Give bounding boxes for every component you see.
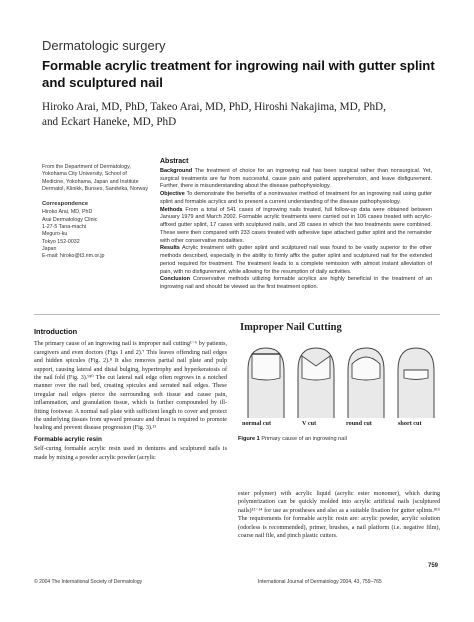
introduction-heading: Introduction	[34, 327, 78, 336]
abstract-objective	[160, 191, 432, 207]
nail-cutting-illustration	[236, 340, 440, 420]
body-right-column: ester polymer) with acrylic liquid (acrylic ester monomer), which during polymerization can be quickly molded into acrylic artificial nails (sculptured nails)¹²⁻¹⁴ for use as prostheses and also as a suitable fixation for gutter splints.⁸¹⁵ The requirements for formable acrylic resin are: acrylic powder, acrylic solution (odorless is recommended), primer, brushes, a nail platform (i.e. negative film), coarse nail file, and pinch plastic cutters.	[238, 491, 440, 540]
label-v-cut: V cut	[302, 420, 317, 427]
correspondence-line: 1-27-5 Tana-machi	[42, 224, 87, 231]
label-normal-cut: normal cut	[242, 420, 272, 427]
correspondence-line: Tokyo 152-0032	[42, 238, 80, 245]
abstract-heading: Abstract	[160, 158, 189, 165]
figure-caption	[238, 436, 347, 442]
abstract	[160, 158, 432, 292]
methods-label: Methods	[160, 206, 183, 213]
toe-round-cut	[348, 348, 384, 418]
body-left-column	[34, 328, 227, 462]
subsection-heading: Formable acrylic resin	[34, 435, 102, 443]
page-number: 759	[428, 563, 439, 569]
affiliation-line: Dermatol, Klinikk, Bunses, Sandvika, Norway	[42, 185, 148, 192]
background-text: The treatment of choice for an ingrowing nail has been surgical rather than nonsurgical. Yet, surgical treatments are far from successful, cause pain and patient apprehension, and leave disfigurement. Further, there is misunderstanding about the disease pathophysiology.	[160, 167, 432, 190]
footer-copyright: © 2004 The International Society of Dermatology	[34, 579, 143, 585]
figure-1	[236, 322, 440, 436]
article-title: Formable acrylic treatment for ingrowing nail with gutter splint and sculptured nail	[42, 58, 435, 90]
caption-text: Primary cause of an ingrowing nail	[261, 436, 347, 442]
abstract-conclusion	[160, 276, 432, 292]
toe-v-cut	[298, 348, 334, 418]
caption-label: Figure 1	[238, 436, 260, 442]
conclusion-label: Conclusion	[160, 276, 190, 283]
label-round-cut: round cut	[346, 420, 372, 427]
results-label: Results	[160, 245, 180, 252]
affiliation-line: From the Department of Dermatology,	[42, 164, 131, 170]
authors	[42, 100, 452, 129]
correspondence-email[interactable]: E-mail: hiroko@t3.rim.or.jp	[42, 253, 105, 260]
background-label: Background	[160, 167, 193, 174]
abstract-background	[160, 168, 432, 191]
objective-label: Objective	[160, 191, 185, 197]
section-label: Dermatologic surgery	[42, 38, 166, 53]
resin-paragraph: Self-curing formable acrylic resin used in dentures and sculptured nails is made by mixing a powder acrylic powder (acrylic	[34, 446, 227, 461]
label-short-cut: short cut	[398, 420, 422, 427]
introduction-paragraph: The primary cause of an ingrowing nail is improper nail cutting¹⁻⁶ by patients, caregivers and even doctors (Figs 1 and 2).⁷ This leaves offending nail edges and hidden spicules (Fig. 2).⁸ It also removes partial nail plate and pulp support, causing lateral and distal bulging, hypertrophy and hyperkeratosis of the nail fold (Fig. 3).⁹¹⁰ The cut lateral nail edge often regrows in a notched manner over the nail bed, creating spicules and serrated nail edges. These irregular nail edges pierce the surrounding soft tissue and cause pain, inflammation, and granulation tissue, which is further compounded by ill-fitting footwear. A normal nail plate with sufficient length to cover and protect the underlying tissues from upward pressure and thrust is required to promote healing and prevent disease progression (Fig. 3).¹¹	[34, 341, 227, 432]
correspondence-line: Meguro-ku	[42, 231, 68, 238]
correspondence-line: Japan	[42, 245, 57, 252]
methods-text: From a total of 541 cases of ingrowing nails treated, full follow-up data were obtained between January 1979 and March 2002. Formable acrylic treatments were carried out in 106 cases treated with acrylic-affixed gutter splint, 17 cases with sculptured nails, and 28 cases in which the two treatments were combined. These were then compared with 233 cases treated with adhesive tape attached gutter splint and the remainder with other conservative modalities.	[160, 206, 433, 244]
abstract-results	[160, 245, 432, 276]
section-divider	[34, 314, 440, 315]
figure-labels	[236, 420, 440, 430]
objective-text: To demonstrate the benefits of a noninvasive method of treatment for an ingrowing nail using gutter splint and formable acrylics and to present a current understanding of the disease pathophysiology.	[160, 191, 432, 205]
conclusion-text: Conservative methods utilizing formable acrylics are highly beneficial in the treatment of an ingrowing nail and should be viewed as the first treatment option.	[160, 276, 432, 290]
correspondence-line: Hiroko Arai, MD, PhD	[42, 209, 93, 216]
toe-normal-cut	[248, 348, 284, 418]
authors-line-2: and Eckart Haneke, MD, PhD	[42, 115, 177, 128]
authors-line-1: Hiroko Arai, MD, PhD, Takeo Arai, MD, PhD, Hiroshi Nakajima, MD, PhD,	[42, 101, 386, 113]
affiliation-block	[42, 164, 154, 261]
abstract-methods	[160, 207, 432, 246]
footer-journal: International Journal of Dermatology 2004, 43, 759–765	[258, 579, 382, 585]
toe-short-cut	[398, 348, 434, 418]
affiliation-line: Yokohama City University, School of	[42, 171, 127, 178]
affiliation-line: Medicine, Yokohama, Japan and Institute	[42, 178, 139, 185]
figure-title: Improper Nail Cutting	[240, 322, 342, 333]
correspondence-line: Arai Dermatology Clinic	[42, 216, 98, 223]
correspondence-heading: Correspondence	[42, 201, 89, 208]
results-text: Acrylic treatment with gutter splint and sculptured nail was found to be vastly superior to the other methods described, especially in the ability to firmly affix the gutter splint and sculptured nail for the extended period required for treatment. The treatment leads to a complete remission with almost instant alleviation of pain, with no disfigurement, while allowing for the resumption of daily activities.	[160, 245, 433, 275]
